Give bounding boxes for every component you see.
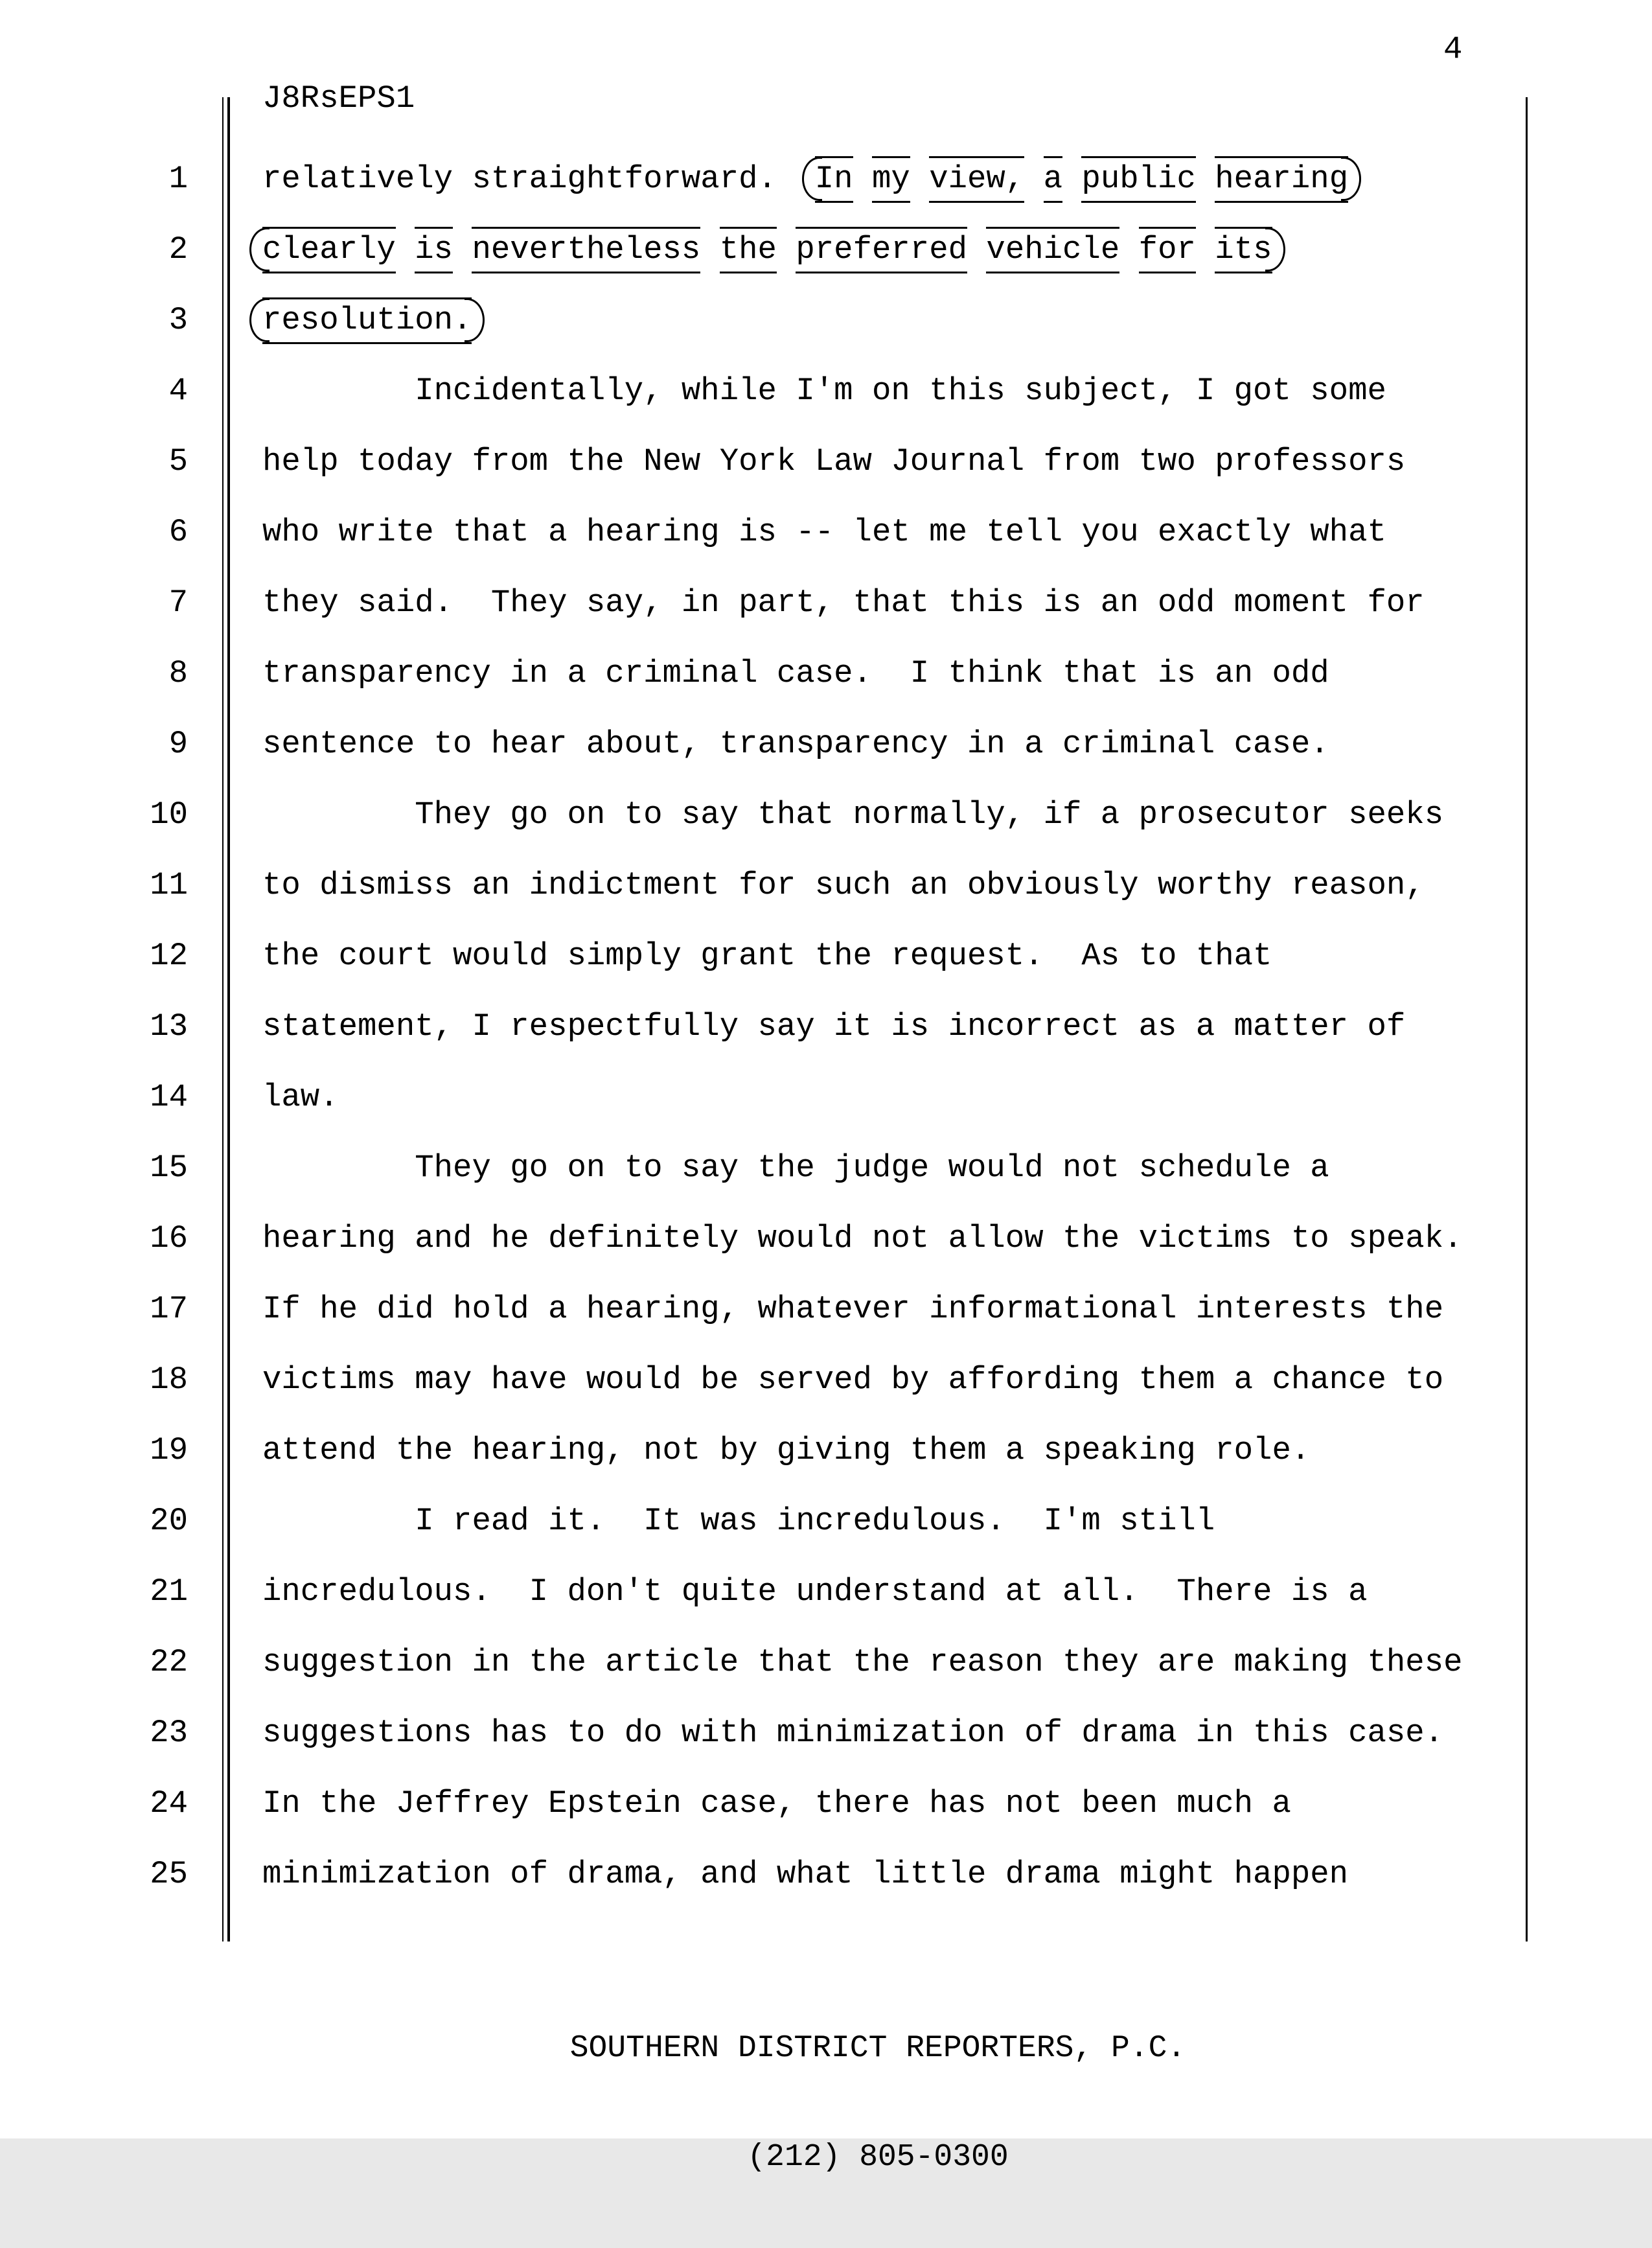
transcript-line	[0, 921, 1652, 991]
reporter-phone: (212) 805-0300	[747, 2140, 1009, 2175]
line-number: 1	[168, 161, 188, 197]
line-text: I read it. It was incredulous. I'm still	[262, 1503, 1215, 1539]
line-text	[262, 214, 1272, 285]
line-text: In the Jeffrey Epstein case, there has not been much a	[262, 1785, 1291, 1822]
transcript-line	[0, 638, 1652, 709]
transcript-line	[0, 780, 1652, 850]
line-text: Incidentally, while I'm on this subject, I got some	[262, 373, 1386, 409]
line-number: 19	[150, 1432, 188, 1468]
line-text: incredulous. I don't quite understand at all. There is a	[262, 1573, 1368, 1610]
transcript-line	[0, 1627, 1652, 1698]
line-number: 16	[150, 1220, 188, 1257]
line-text: They go on to say that normally, if a prosecutor seeks	[262, 796, 1444, 833]
transcript-line	[0, 850, 1652, 921]
transcript-line	[0, 1203, 1652, 1274]
line-text: suggestion in the article that the reason they are making these	[262, 1644, 1463, 1680]
line-text: to dismiss an indictment for such an obviously worthy reason,	[262, 867, 1425, 903]
transcript-line	[0, 1062, 1652, 1133]
transcript-line	[0, 1768, 1652, 1839]
line-text: statement, I respectfully say it is incorrect as a matter of	[262, 1008, 1406, 1045]
transcript-line	[0, 214, 1652, 285]
transcript-lines	[0, 144, 1652, 1926]
transcript-line	[0, 1274, 1652, 1345]
line-text: who write that a hearing is -- let me tell you exactly what	[262, 514, 1386, 550]
line-number: 3	[168, 302, 188, 338]
transcript-line	[0, 1486, 1652, 1557]
line-text: transparency in a criminal case. I think that is an odd	[262, 655, 1329, 691]
line-text	[262, 285, 472, 356]
transcript-line	[0, 426, 1652, 497]
transcript-line	[0, 1839, 1652, 1910]
line-text: attend the hearing, not by giving them a speaking role.	[262, 1432, 1311, 1468]
transcript-line	[0, 356, 1652, 426]
transcript-line	[0, 1345, 1652, 1415]
transcript-line	[0, 1557, 1652, 1627]
line-number: 17	[150, 1291, 188, 1327]
transcript-line	[0, 1133, 1652, 1203]
line-text: sentence to hear about, transparency in a criminal case.	[262, 726, 1329, 762]
line-number: 24	[150, 1785, 188, 1822]
line-text: minimization of drama, and what little drama might happen	[262, 1856, 1349, 1892]
handwritten-bracket-annotation: clearly is nevertheless the preferred vehicle for its	[255, 227, 1280, 272]
transcript-line	[0, 991, 1652, 1062]
transcript-line	[0, 497, 1652, 568]
transcript-line	[0, 144, 1652, 214]
line-number: 9	[168, 726, 188, 762]
line-number: 22	[150, 1644, 188, 1680]
line-text: suggestions has to do with minimization of drama in this case.	[262, 1715, 1444, 1751]
line-number: 6	[168, 514, 188, 550]
line-text: hearing and he definitely would not allow the victims to speak.	[262, 1220, 1463, 1257]
line-number: 25	[150, 1856, 188, 1892]
line-number: 23	[150, 1715, 188, 1751]
reporter-organization: SOUTHERN DISTRICT REPORTERS, P.C.	[569, 2031, 1186, 2066]
line-number: 14	[150, 1079, 188, 1115]
transcript-line	[0, 709, 1652, 780]
line-text: victims may have would be served by affording them a chance to	[262, 1362, 1444, 1398]
line-number: 13	[150, 1008, 188, 1045]
line-text: If he did hold a hearing, whatever informational interests the	[262, 1291, 1444, 1327]
line-number: 8	[168, 655, 188, 691]
transcript-id: J8RsEPS1	[262, 80, 415, 117]
line-number: 7	[168, 585, 188, 621]
line-number: 15	[150, 1150, 188, 1186]
transcript-line	[0, 1698, 1652, 1768]
reporter-footer	[246, 1958, 1509, 2248]
line-text: relatively straightforward. In my view, a public hearing	[262, 144, 1348, 214]
handwritten-bracket-annotation: resolution.	[255, 298, 479, 342]
line-number: 20	[150, 1503, 188, 1539]
line-number: 5	[168, 443, 188, 480]
line-number: 4	[168, 373, 188, 409]
line-number: 11	[150, 867, 188, 903]
transcript-line	[0, 285, 1652, 356]
line-text: They go on to say the judge would not schedule a	[262, 1150, 1329, 1186]
line-number: 21	[150, 1573, 188, 1610]
line-number: 12	[150, 938, 188, 974]
line-text: they said. They say, in part, that this is an odd moment for	[262, 585, 1425, 621]
line-number: 18	[150, 1362, 188, 1398]
transcript-line	[0, 1415, 1652, 1486]
line-number: 10	[150, 796, 188, 833]
line-text: the court would simply grant the request. As to that	[262, 938, 1272, 974]
line-number: 2	[168, 231, 188, 268]
transcript-line	[0, 568, 1652, 638]
page-number: 4	[1443, 31, 1463, 67]
line-text: law.	[262, 1079, 339, 1115]
handwritten-bracket-annotation: In my view, a public hearing	[807, 157, 1356, 201]
line-text: help today from the New York Law Journal from two professors	[262, 443, 1406, 480]
